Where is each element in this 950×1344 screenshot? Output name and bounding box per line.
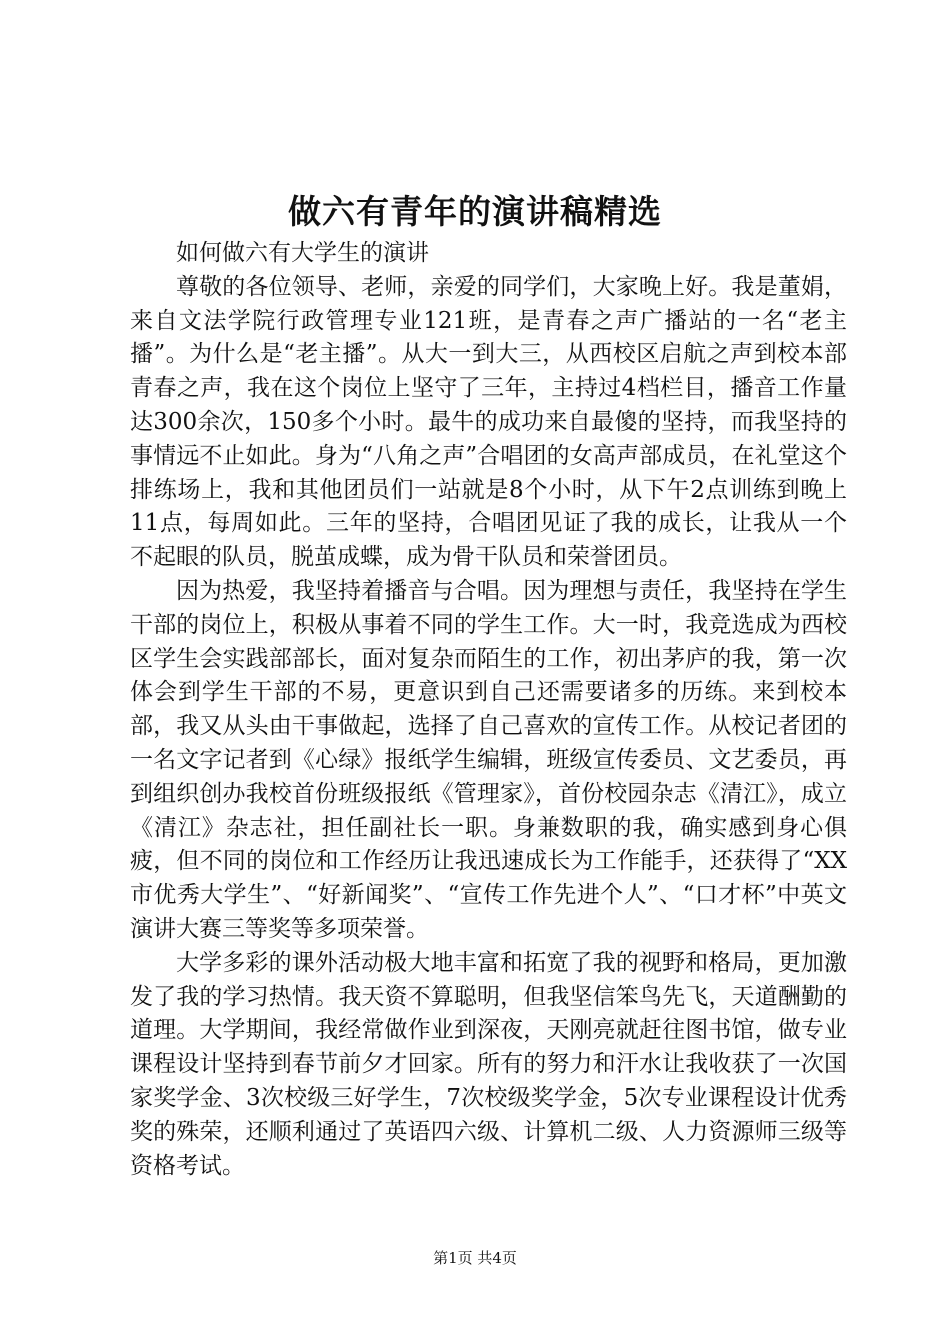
document-title: 做六有青年的演讲稿精选 [288,192,662,231]
paragraph-1: 尊敬的各位领导、老师，亲爱的同学们，大家晚上好。我是董娟，来自文法学院行政管理专业121班，是青春之声广播站的一名“老主播”。为什么是“老主播”。从大一到大三，从西校区启航之声到校本部青春之声，我在这个岗位上坚守了三年，主持过4档栏目，播音工作量达300余次，150多个小时。最牛的成功来自最傻的坚持，而我坚持的事情远不止如此。身为“八角之声”合唱团的女高声部成员，在礼堂这个排练场上，我和其他团员们一站就是8个小时，从下午2点训练到晚上11点，每周如此。三年的坚持，合唱团见证了我的成长，让我从一个不起眼的队员，脱茧成蝶，成为骨干队员和荣誉团员。 [130,273,847,571]
paragraph-2: 因为热爱，我坚持着播音与合唱。因为理想与责任，我坚持在学生干部的岗位上，积极从事着不同的学生工作。大一时，我竞选成为西校区学生会实践部部长，面对复杂而陌生的工作，初出茅庐的我，第一次体会到学生干部的不易，更意识到自己还需要诸多的历练。来到校本部，我又从头由干事做起，选择了自己喜欢的宣传工作。从校记者团的一名文字记者到《心绿》报纸学生编辑，班级宣传委员、文艺委员，再到组织创办我校首份班级报纸《管理家》，首份校园杂志《清江》，成立《清江》杂志社，担任副社长一职。身兼数职的我，确实感到身心俱疲，但不同的岗位和工作经历让我迅速成长为工作能手，还获得了“XX市优秀大学生”、“好新闻奖”、“宣传工作先进个人”、“口才杯”中英文演讲大赛三等奖等多项荣誉。 [130,577,847,942]
page-number-footer: 第1页 共4页 [433,1249,517,1267]
paragraph-3: 大学多彩的课外活动极大地丰富和拓宽了我的视野和格局，更加激发了我的学习热情。我天资不算聪明，但我坚信笨鸟先飞，天道酬勤的道理。大学期间，我经常做作业到深夜，天刚亮就赶往图书馆，做专业课程设计坚持到春节前夕才回家。所有的努力和汗水让我收获了一次国家奖学金、3次校级三好学生，7次校级奖学金，5次专业课程设计优秀奖的殊荣，还顺利通过了英语四六级、计算机二级、人力资源师三级等资格考试。 [130,949,847,1179]
document-body [130,237,847,1183]
subtitle-line: 如何做六有大学生的演讲 [176,240,429,266]
